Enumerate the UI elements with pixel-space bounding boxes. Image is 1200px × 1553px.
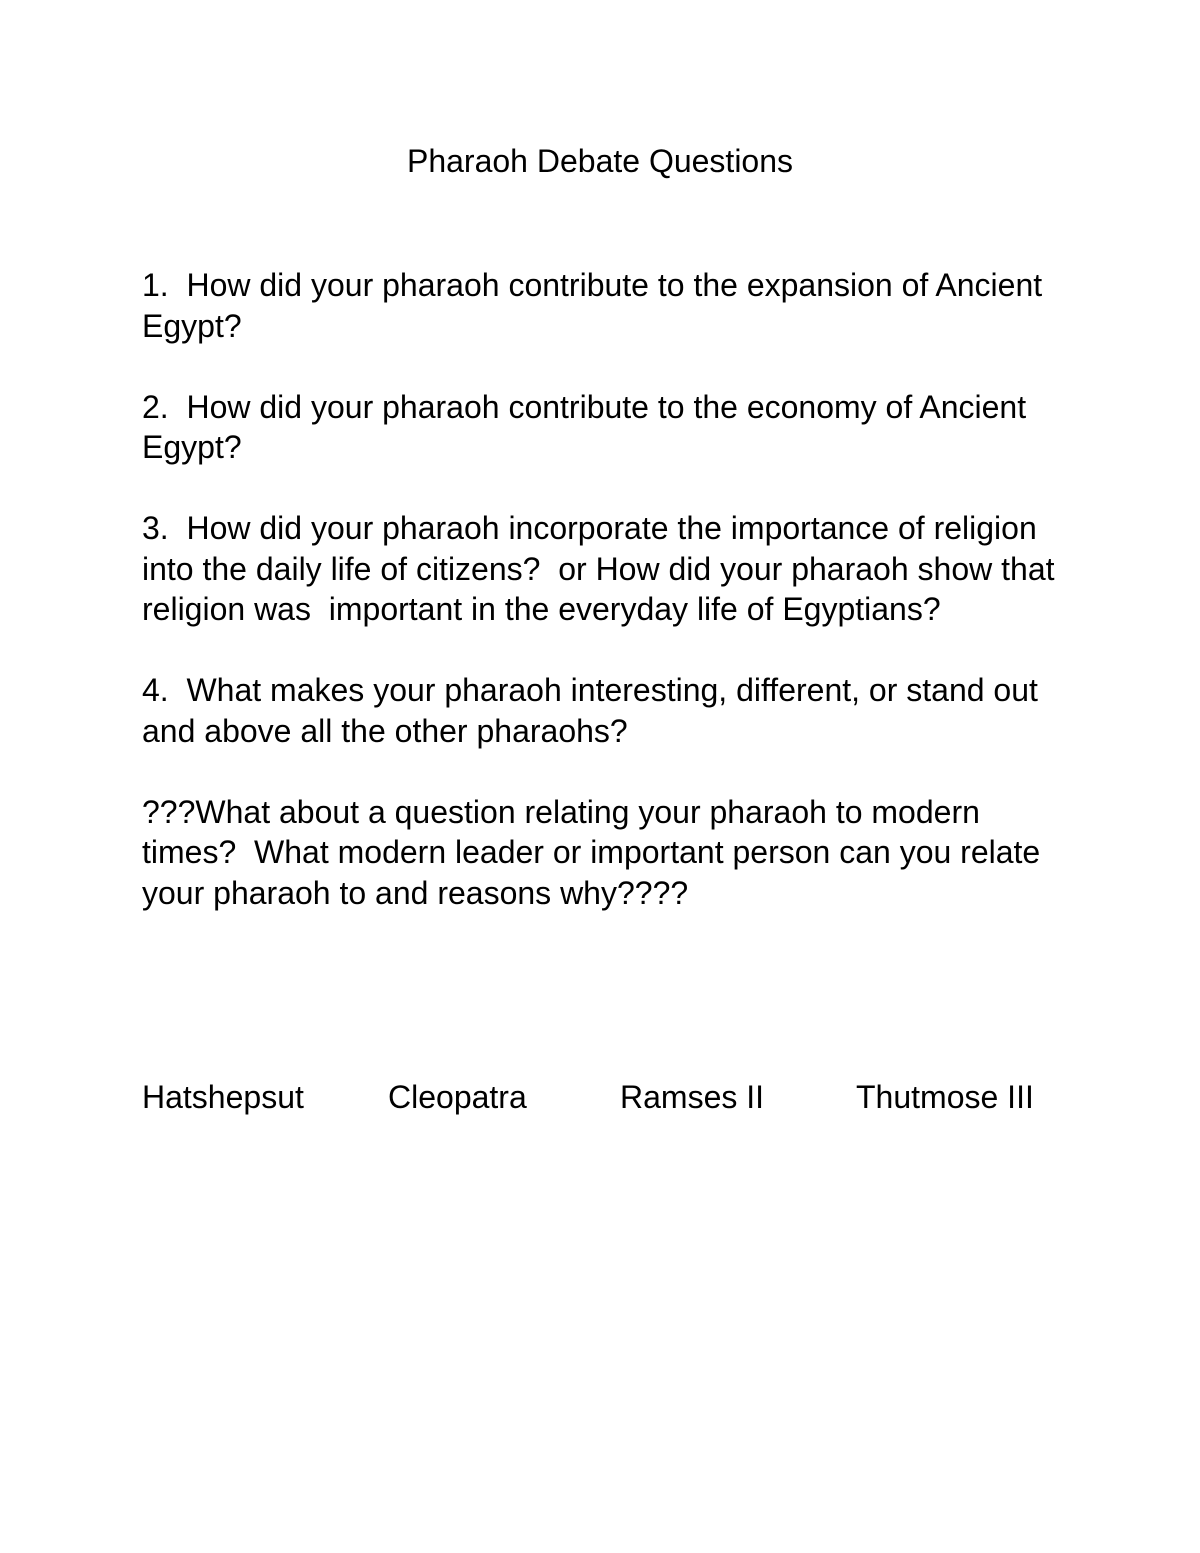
pharaoh-hatshepsut: Hatshepsut: [142, 1079, 304, 1115]
pharaoh-ramses-ii: Ramses II: [620, 1079, 765, 1115]
question-1: 1. How did your pharaoh contribute to the expansion of Ancient Egypt?: [142, 267, 1052, 344]
question-2: 2. How did your pharaoh contribute to the economy of Ancient Egypt?: [142, 388, 1035, 465]
bonus-question: ???What about a question relating your pharaoh to modern times? What modern leader or important person can you relate your pharaoh to and reasons why????: [142, 793, 1050, 911]
pharaoh-list: [0, 1077, 1200, 1117]
question-4: 4. What makes your pharaoh interesting, different, or stand out and above all the other pharaohs?: [142, 672, 1047, 749]
question-list: [142, 265, 1082, 954]
pharaoh-cleopatra: Cleopatra: [388, 1079, 527, 1115]
pharaoh-thutmose-iii: Thutmose III: [856, 1079, 1034, 1115]
page-title: Pharaoh Debate Questions: [406, 143, 794, 179]
question-3: 3. How did your pharaoh incorporate the importance of religion into the daily life of citizens? or How did your pharaoh show that religion was important in the everyday life of Egyptians?: [142, 510, 1064, 627]
